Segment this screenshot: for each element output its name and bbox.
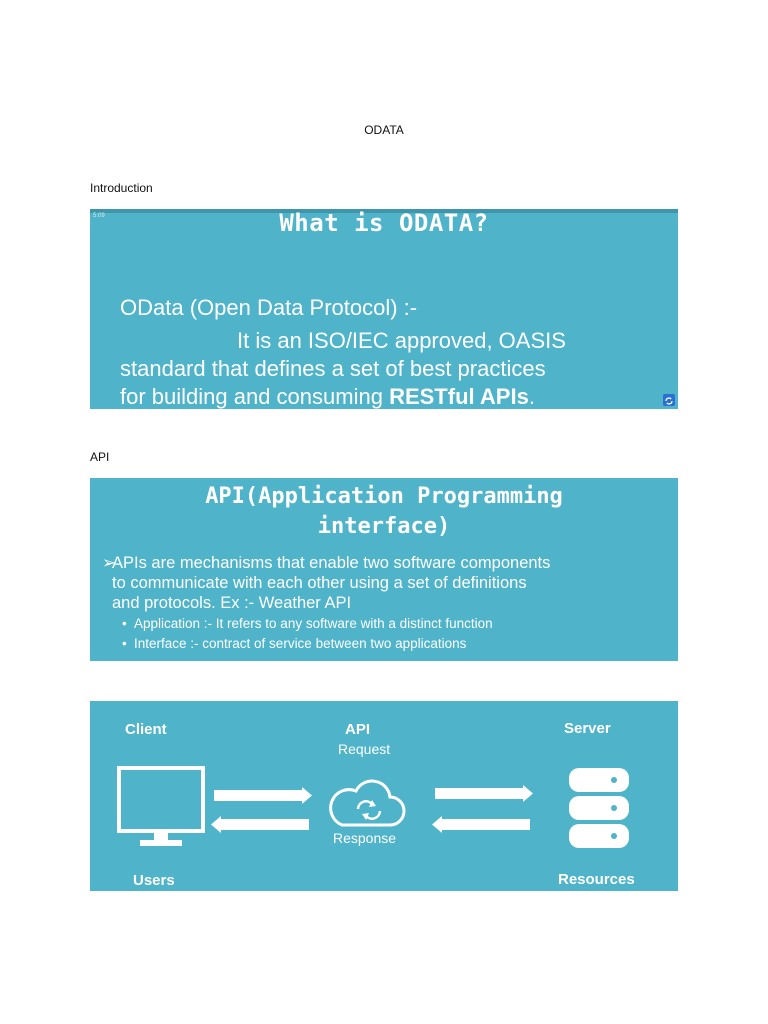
response-arrow-right [432, 816, 530, 833]
slide-sub-bullets [122, 614, 493, 654]
slide-api-diagram [90, 701, 678, 891]
line3-text: for building and consuming [120, 384, 390, 409]
cloud-sync-icon [331, 781, 404, 825]
database-icon [569, 768, 629, 848]
label-server: Server [564, 720, 611, 737]
arrow-bullet-icon: ➢ [102, 554, 116, 572]
bullet-dot-icon: • [122, 616, 127, 631]
slide-title: What is ODATA? [279, 209, 489, 237]
slide-body-line3 [120, 383, 678, 409]
slide-title [90, 482, 678, 542]
request-arrow-left [214, 787, 312, 804]
label-response: Response [333, 830, 397, 846]
slide-api-definition [90, 478, 678, 661]
slide-body-line2: standard that defines a set of best practices [120, 356, 546, 381]
bullet-dot-icon: • [122, 636, 127, 651]
slide-title-line1: API(Application Programming [205, 484, 563, 509]
slide-what-is-odata [90, 209, 678, 409]
restful-apis-text: RESTful APIs [389, 384, 529, 409]
response-arrow-left [211, 816, 309, 833]
bullet-item [122, 634, 493, 654]
slide-title-line2: interface) [317, 514, 451, 539]
main-line2: to communicate with each other using a set of definitions [112, 574, 527, 592]
label-resources: Resources [558, 871, 635, 888]
label-users: Users [133, 872, 175, 889]
slide-body-line1: It is an ISO/IEC approved, OASIS [237, 328, 566, 353]
bullet-text: Application :- It refers to any software with a distinct function [134, 616, 493, 631]
slide-lead: OData (Open Data Protocol) :- [120, 295, 418, 320]
section-heading-api: API [90, 450, 110, 464]
label-client: Client [125, 721, 167, 738]
main-line3: and protocols. Ex :- Weather API [112, 594, 352, 612]
label-request: Request [338, 741, 391, 757]
line3-period: . [528, 384, 535, 409]
label-api: API [345, 721, 371, 738]
main-line1: APIs are mechanisms that enable two software components [112, 554, 551, 572]
request-arrow-right [435, 785, 533, 802]
bullet-item [122, 614, 493, 634]
slide-corner-text: 5:09 [93, 213, 105, 219]
document-title: ODATA [364, 123, 404, 137]
refresh-badge-icon [663, 394, 675, 406]
section-heading-introduction: Introduction [90, 181, 153, 195]
bullet-text: Interface :- contract of service between two applications [134, 636, 467, 651]
slide-body [120, 327, 678, 409]
monitor-icon [119, 768, 203, 846]
slide-main-point [102, 553, 672, 613]
